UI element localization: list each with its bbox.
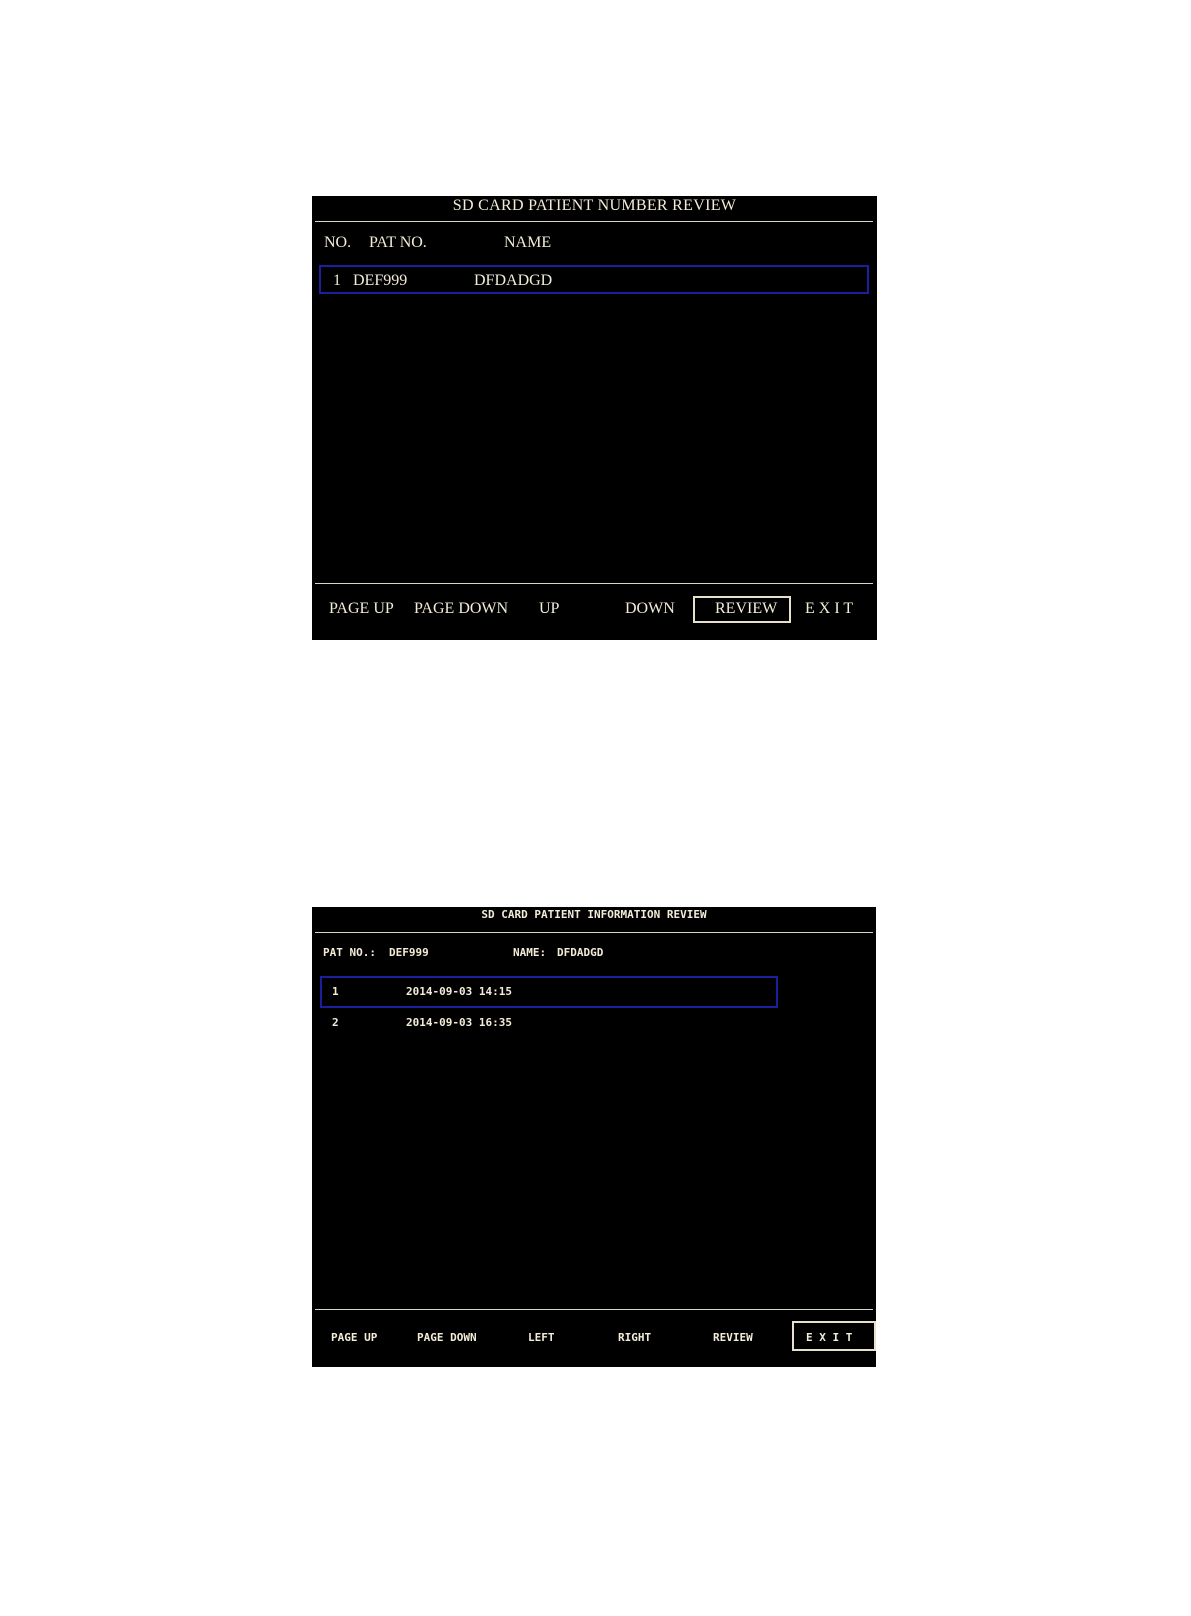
up-button[interactable]: UP xyxy=(539,600,560,617)
row-no: 1 xyxy=(333,272,341,289)
row-pat-no: DEF999 xyxy=(353,272,408,289)
column-header-no: NO. xyxy=(324,234,352,251)
name-label: NAME: xyxy=(513,946,547,959)
name-value: DFDADGD xyxy=(557,946,604,959)
record-no: 1 xyxy=(332,985,339,998)
review-button[interactable]: REVIEW xyxy=(715,600,778,617)
screen-title: SD CARD PATIENT NUMBER REVIEW xyxy=(452,197,737,214)
record-row-selected[interactable] xyxy=(320,976,778,1008)
page-down-button[interactable]: PAGE DOWN xyxy=(417,1331,477,1344)
right-button[interactable]: RIGHT xyxy=(618,1331,652,1344)
exit-button[interactable]: E X I T xyxy=(806,1331,853,1344)
pat-no-label: PAT NO.: xyxy=(323,946,376,959)
left-button[interactable]: LEFT xyxy=(528,1331,555,1344)
footer-divider xyxy=(315,583,873,584)
column-header-pat-no: PAT NO. xyxy=(369,234,427,251)
footer-divider xyxy=(315,1309,873,1310)
pat-no-value: DEF999 xyxy=(389,946,429,959)
patient-information-review-screen xyxy=(312,907,876,1367)
record-no[interactable]: 2 xyxy=(332,1016,339,1029)
row-name: DFDADGD xyxy=(474,272,553,289)
record-datetime[interactable]: 2014-09-03 16:35 xyxy=(406,1016,512,1029)
review-button[interactable]: REVIEW xyxy=(713,1331,753,1344)
page-up-button[interactable]: PAGE UP xyxy=(329,600,394,617)
title-divider xyxy=(315,221,873,222)
column-header-name: NAME xyxy=(504,234,552,251)
page-up-button[interactable]: PAGE UP xyxy=(331,1331,378,1344)
patient-number-review-screen xyxy=(312,196,877,640)
exit-button[interactable]: E X I T xyxy=(805,600,854,617)
down-button[interactable]: DOWN xyxy=(625,600,675,617)
record-datetime: 2014-09-03 14:15 xyxy=(406,985,512,998)
screen-title: SD CARD PATIENT INFORMATION REVIEW xyxy=(481,908,707,921)
title-divider xyxy=(315,932,873,933)
page-down-button[interactable]: PAGE DOWN xyxy=(414,600,509,617)
